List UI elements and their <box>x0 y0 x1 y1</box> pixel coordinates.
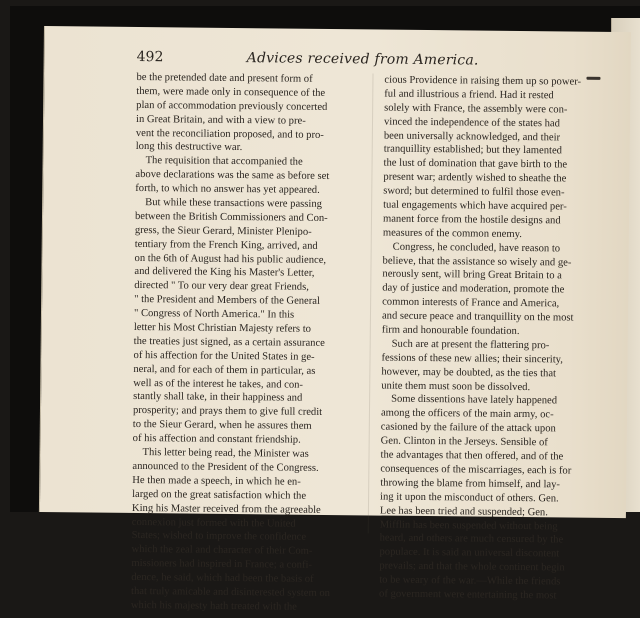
text-line: firm and honourable foundation. <box>381 324 520 338</box>
newspaper-page <box>39 26 631 613</box>
text-line: throwing the blame from himself, and lay- <box>380 477 561 491</box>
text-line: them, were made only in consequence of the <box>136 85 326 99</box>
text-line: which his majesty hath treated with the <box>130 599 297 613</box>
text-line: casioned by the failure of the attack upon <box>380 421 556 435</box>
page-clip-mark <box>586 77 600 80</box>
text-line: Mifflin has been suspended without being <box>379 519 558 532</box>
text-line: Gen. Clinton in the Jerseys. Sensible of <box>380 435 548 449</box>
text-line: But while these transactions were passing <box>145 197 323 210</box>
text-line: plan of accommodation previously concerted <box>136 99 328 113</box>
right-column <box>379 74 609 604</box>
text-line: fessions of these new allies; their sincerity, <box>381 352 564 366</box>
text-line: the lust of domination that gave birth to the <box>383 157 568 171</box>
running-title: Advices received from America. <box>246 50 479 69</box>
text-line: " the President and Members of the General <box>134 294 321 308</box>
text-line: ing it upon the misconduct of others. Gen. <box>380 491 559 505</box>
text-line: dence, he said, which had been the basis of <box>131 572 314 585</box>
text-line: the treaties just signed, as a certain assurance <box>133 335 325 349</box>
text-line: He then made a speech, in which he en- <box>132 474 301 488</box>
text-line: heard, and others are much censured by the <box>379 532 564 546</box>
text-line: This letter being read, the Minister was <box>142 447 309 460</box>
text-line: that truly amicable and disinterested system on <box>131 585 331 599</box>
text-line: manent force from the hostile designs and <box>382 213 561 227</box>
text-line: in Great Britain, and with a view to pre- <box>135 113 306 127</box>
text-line: common interests of France and America, <box>382 296 560 310</box>
text-line: King his Master received from the agreeable <box>131 502 321 516</box>
text-line: of his affection and constant friendship. <box>132 433 301 446</box>
text-line: unite them must soon be dissolved. <box>381 380 531 393</box>
text-line: larged on the great satisfaction which the <box>132 488 307 502</box>
text-line: above declarations was the same as before set <box>135 169 330 183</box>
text-line: announced to the President of the Congress. <box>132 460 319 474</box>
text-line: States; wished to improve the confidence <box>131 530 307 544</box>
text-line: neral, and for each of them in particular, as <box>133 363 316 377</box>
text-line: vinced the independence of the states had <box>383 116 560 130</box>
text-line: between the British Commissioners and Con- <box>134 210 328 224</box>
text-line: ful and illustrious a friend. Had it rested <box>384 88 554 102</box>
text-line: be the pretended date and present form of <box>136 71 313 85</box>
text-line: and delivered the King his Master's Letter, <box>134 266 315 280</box>
text-line: to the Sieur Gerard, when he assures them <box>132 419 312 433</box>
text-line: on the 6th of August had his public audience, <box>134 252 327 266</box>
text-line: Such are at present the flattering pro- <box>391 338 550 352</box>
text-line: missioners had inspired in France; a confi- <box>131 558 313 572</box>
text-line: gress, the Sieur Gerard, Minister Plenipo- <box>134 224 312 238</box>
text-line: solely with France, the assembly were con- <box>384 102 568 116</box>
text-line: long this destructive war. <box>135 141 243 154</box>
text-line: measures of the common enemy. <box>382 227 522 240</box>
text-line: consequences of the miscarriages, each is for <box>380 463 572 477</box>
text-line: of government were entertaining the most <box>379 588 557 602</box>
text-line: and secure peace and tranquillity on the most <box>381 310 574 324</box>
text-line: " Congress of North America." In this <box>133 308 295 321</box>
text-line: prevails; and that the whole continent begin <box>379 560 565 574</box>
text-line: sword; but determined to fulfil those even- <box>383 185 565 199</box>
text-line: vent the reconciliation proposed, and to pro- <box>135 127 324 141</box>
text-line: well as of the interest he takes, and con- <box>133 377 304 391</box>
text-line: connexion just formed with the United <box>131 516 296 530</box>
text-line: of his affection for the United States in ge- <box>133 349 315 363</box>
text-line: prosperity; and prays them to give full credit <box>132 405 323 419</box>
text-line: directed " To our very dear great Friends, <box>134 280 309 294</box>
text-line: nerously sent, will bring Great Britain to a <box>382 269 562 282</box>
text-line: Congress, he concluded, have reason to <box>392 241 561 255</box>
text-line: The requisition that accompanied the <box>145 155 303 169</box>
column-divider <box>368 73 374 533</box>
text-line: cious Providence in raising them up so power- <box>384 74 582 88</box>
text-line: Some dissentions have lately happened <box>391 394 558 407</box>
text-line: been universally acknowledged, and their <box>383 130 561 143</box>
text-line: Lee has been tried and suspended; Gen. <box>379 505 548 518</box>
text-line: the advantages that then offered, and of the <box>380 449 564 463</box>
text-line: tual engagements which have acquired per- <box>383 199 567 213</box>
text-line: stantly shall take, in their happiness and <box>133 391 303 405</box>
left-column <box>131 71 359 615</box>
text-line: tranquillity established; but they lamented <box>383 144 563 157</box>
text-line: believe, that the assistance so wisely and ge- <box>382 255 572 269</box>
text-line: which the zeal and character of their Com- <box>131 544 313 558</box>
text-line: day of justice and moderation, promote the <box>382 282 565 296</box>
text-line: tentiary from the French King, arrived, and <box>134 238 318 252</box>
text-line: however, may be doubted, as the ties that <box>381 366 557 380</box>
text-line: among the officers of the main army, oc- <box>380 407 554 421</box>
page-number: 492 <box>136 48 164 66</box>
text-line: to be weary of the war.—While the friends <box>379 574 561 588</box>
text-line: populace. It is said an universal discontent <box>379 546 560 560</box>
text-line: forth, to which no answer has yet appeared. <box>135 183 320 197</box>
text-line: present war; ardently wished to sheathe the <box>383 171 567 185</box>
page-header <box>137 49 537 73</box>
text-line: letter his Most Christian Majesty refers to <box>133 321 312 335</box>
